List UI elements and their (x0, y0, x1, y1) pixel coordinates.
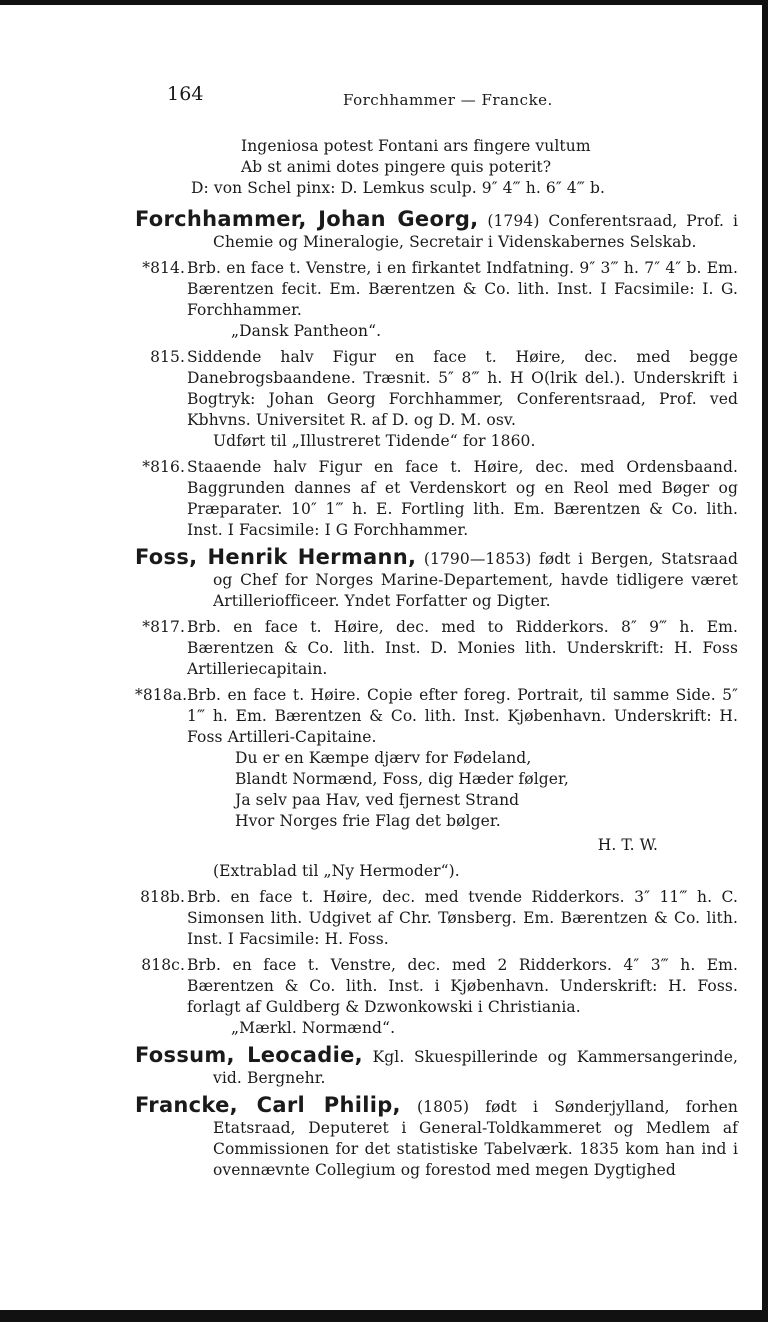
poem-signature: H. T. W. (597, 836, 658, 854)
entry-text: Brb. en face t. Høire, dec. med to Ridderkors. 8″ 9‴ h. Em. Bærentzen & Co. lith. Inst. D. Monies lith. Underskrift: H. Foss Artilleriecapitain. (187, 618, 738, 678)
entry-number: *814. (142, 259, 185, 277)
person-biography: (1805) født i Sønderjylland, forhen Etatsraad, Deputeret i General-Toldkammeret og Medlem af Commissionen for det statistiske Tabelværk. 1835 kom han ind i ovennævnte Collegium og forestod med megen Dygtighed (213, 1098, 738, 1179)
person-dates: (1794) Conferentsraad, (487, 212, 678, 230)
catalog-entry-817 (135, 617, 738, 680)
page-header (135, 84, 738, 114)
entry-source: „Dansk Pantheon“. (231, 322, 382, 340)
poem-line: Hvor Norges frie Flag det bølger. (235, 812, 501, 830)
catalog-entry-814 (135, 258, 738, 321)
entry-number: *816. (142, 458, 185, 476)
person-name: Fossum, Leocadie, (135, 1043, 363, 1067)
catalog-entry-816 (135, 457, 738, 541)
entry-number: 818b. (140, 888, 185, 906)
entry-heading-foss (135, 547, 738, 612)
person-title: Kgl. Skuespillerinde og Kammersangerinde, vid. Bergnehr. (213, 1048, 738, 1087)
entry-source: „Mærkl. Normænd“. (231, 1019, 396, 1037)
page-number: 164 (167, 83, 204, 105)
person-name: Forchhammer, Johan Georg, (135, 207, 479, 231)
bottom-border (0, 1310, 768, 1322)
poem-line: Blandt Normænd, Foss, dig Hæder følger, (235, 770, 569, 788)
entry-source: Udført til „Illustreret Tidende“ for 1860. (213, 432, 536, 450)
entry-text: Brb. en face t. Høire, dec. med tvende Ridderkors. 3″ 11‴ h. C. Simonsen lith. Udgivet af Chr. Tønsberg. Em. Bærentzen & Co. lith. Inst. I Facsimile: H. Foss. (187, 888, 738, 948)
entry-number: *817. (142, 618, 185, 636)
person-name: Francke, Carl Philip, (135, 1093, 401, 1117)
top-border (0, 0, 768, 5)
running-head: Forchhammer — Francke. (343, 91, 553, 109)
catalog-entry-815 (135, 347, 738, 431)
catalog-entry-818a (135, 685, 738, 748)
entry-text: Brb. en face t. Venstre, dec. med 2 Ridderkors. 4″ 3‴ h. Em. Bærentzen & Co. lith. Inst. i Kjøbenhavn. Underskrift: H. Foss. forlagt af Guldberg & Dzwonkowski i Christiania. (187, 956, 738, 1016)
poem-line: Ja selv paa Hav, ved fjernest Strand (235, 791, 520, 809)
verse-line: Ingeniosa potest Fontani ars fingere vultum (241, 137, 591, 155)
person-title: Prof. i Chemie og Mineralogie, Secretair i Videnskabernes Selskab. (213, 212, 739, 251)
catalog-entry-818c (135, 955, 738, 1018)
entry-text: Brb. en face t. Venstre, i en firkantet Indfatning. 9″ 3‴ h. 7″ 4″ b. Em. Bærentzen fecit. Em. Bærentzen & Co. lith. Inst. I Facsimile: I. G. Forchhammer. (187, 259, 738, 319)
verse-credit: D: von Schel pinx: D. Lemkus sculp. 9″ 4‴ h. 6″ 4‴ b. (191, 179, 606, 197)
entry-source: (Extrablad til „Ny Hermoder“). (213, 862, 460, 880)
entry-heading-fossum (135, 1045, 738, 1089)
entry-heading-francke (135, 1095, 738, 1181)
poem-line: Du er en Kæmpe djærv for Fødeland, (235, 749, 532, 767)
catalog-entry-818b (135, 887, 738, 950)
right-border (762, 0, 768, 1322)
person-name: Foss, Henrik Hermann, (135, 545, 417, 569)
entry-heading-forchhammer (135, 209, 738, 253)
page-body (135, 84, 738, 1181)
person-title: Statsraad og Chef for Norges Marine-Departement, havde tidligere været Artilleriofficeer. Yndet Forfatter og Digter. (213, 550, 739, 610)
person-dates: (1790—1853) født i Bergen, (423, 550, 654, 568)
verse-line: Ab st animi dotes pingere quis poterit? (241, 158, 552, 176)
entry-number: 818c. (141, 956, 185, 974)
entry-number: *818a. (135, 686, 188, 704)
entry-number: 815. (150, 348, 185, 366)
entry-text: Brb. en face t. Høire. Copie efter foreg. Portrait, til samme Side. 5″ 1‴ h. Em. Bærentzen & Co. lith. Inst. Kjøbenhavn. Underskrift: H. Foss Artilleri-Capitaine. (187, 686, 738, 746)
entry-text: Staaende halv Figur en face t. Høire, dec. med Ordensbaand. Baggrunden dannes af et Verdenskort og en Reol med Bøger og Præparater. 10″ 1‴ h. E. Fortling lith. Em. Bærentzen & Co. lith. Inst. I Facsimile: I G Forchhammer. (187, 458, 738, 539)
entry-text: Siddende halv Figur en face t. Høire, dec. med begge Danebrogsbaandene. Træsnit. 5″ 8‴ h. H O(lrik del.). Underskrift i Bogtryk: Johan Georg Forchhammer, Conferentsraad, Prof. ved Kbhvns. Universitet R. af D. og D. M. osv. (187, 348, 738, 429)
